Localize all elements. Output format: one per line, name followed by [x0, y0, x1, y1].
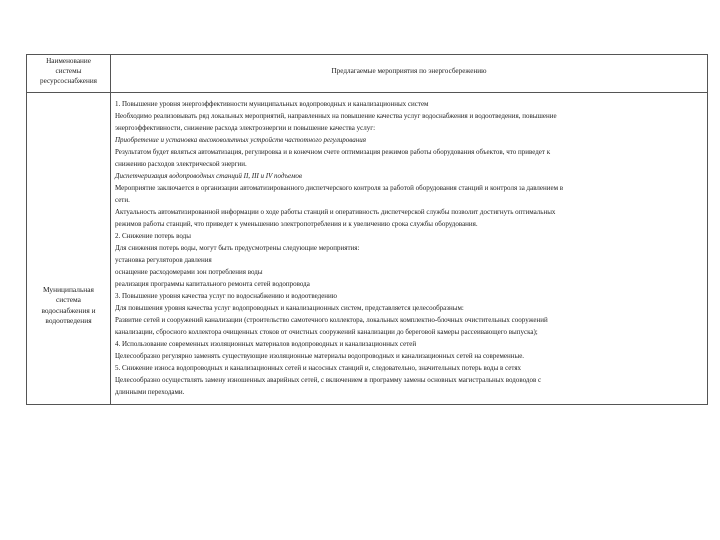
measure-line: Развитие сетей и сооружений канализации (строительство самотечного коллектора, локальных комплектно-блочных очистительных сооружений — [115, 316, 548, 324]
system-name-line: система — [56, 295, 81, 305]
measure-line: 3. Повышение уровня качества услуг по водоснабжению и водоотведению — [115, 292, 338, 300]
measure-line: Необходимо реализовывать ряд локальных мероприятий, направленных на повышение качества услуг водоснабжения и водоотведения, повышение — [115, 112, 557, 120]
measure-line: снижению расходов электрической энергии. — [115, 160, 247, 168]
measure-line: Актуальность автоматизированной информации о ходе работы станций и оперативность диспетчерской службы позволит достигнуть оптимальных — [115, 208, 556, 216]
system-name-line: Муниципальная — [43, 285, 94, 294]
measure-line: Приобретение и установка высоковольтных устройств частотного регулирования — [115, 136, 366, 144]
header-left-line: ресурсоснабжения — [40, 77, 97, 85]
measure-line: сети. — [115, 196, 130, 204]
system-name-line: водоотведения — [45, 316, 92, 326]
measure-line: Результатом будет являться автоматизация, регулировка и в конечном счете оптимизация режимов работы оборудования объектов, что приведет к — [115, 148, 551, 156]
measures-cell — [111, 93, 708, 405]
measure-line: Целесообразно осуществлять замену изношенных аварийных сетей, с включением в программу замены основных магистральных водоводов с — [115, 376, 542, 384]
measure-line: 2. Снижение потерь воды — [115, 232, 191, 240]
measure-line: Целесообразно регулярно заменять существующие изоляционные материалы водопроводных и канализационных сетей на современные. — [115, 352, 525, 360]
system-name — [27, 285, 110, 327]
measure-line: 5. Снижение износа водопроводных и канализационных сетей и насосных станций и, следовательно, значительных потерь воды в сетях — [115, 364, 522, 372]
header-right-text: Предлагаемые мероприятия по энергосбережению — [331, 67, 487, 75]
measure-line: 1. Повышение уровня энергоэффективности муниципальных водопроводных и канализационных систем — [115, 100, 429, 108]
measure-line: Для снижения потерь воды, могут быть предусмотрены следующие мероприятия: — [115, 244, 360, 252]
header-left-line: системы — [55, 67, 82, 75]
measures-table — [26, 54, 708, 405]
measure-line: Мероприятие заключается в организации автоматизированного диспетчерского контроля за работой оборудования станций и контроля за давлением в — [115, 184, 564, 192]
measure-line: Для повышения уровня качества услуг водопроводных и канализационных систем, представляется целесообразным: — [115, 304, 464, 312]
table-row — [27, 93, 708, 405]
header-cell-measures — [111, 55, 708, 93]
header-cell-system — [27, 55, 111, 93]
measure-line: режимов работы станций, что приведет к уменьшению электропотребления и к увеличению срока службы оборудования. — [115, 220, 478, 228]
measure-line: установка регуляторов давления — [115, 256, 212, 264]
system-name-line: водоснабжения и — [41, 305, 96, 315]
table-header-row — [27, 55, 708, 93]
measure-line: Диспетчеризация водопроводных станций II, III и IV подъемов — [115, 172, 302, 180]
measure-line: энергоэффективности, снижение расхода электроэнергии и повышение качества услуг: — [115, 124, 376, 132]
measure-line: длинными переходами. — [115, 388, 185, 396]
header-left-line: Наименование — [46, 57, 91, 65]
measure-line: канализации, сбросного коллектора очищенных стоков от очистных сооружений канализации до береговой камеры рассеивающего выпуска); — [115, 328, 538, 336]
system-cell — [27, 93, 111, 405]
measure-line: 4. Использование современных изоляционных материалов водопроводных и канализационных сетей — [115, 340, 417, 348]
measure-line: реализация программы капитального ремонта сетей водопровода — [115, 280, 310, 288]
measures-text-block — [115, 98, 703, 398]
measure-line: оснащение расходомерами зон потребления воды — [115, 268, 263, 276]
